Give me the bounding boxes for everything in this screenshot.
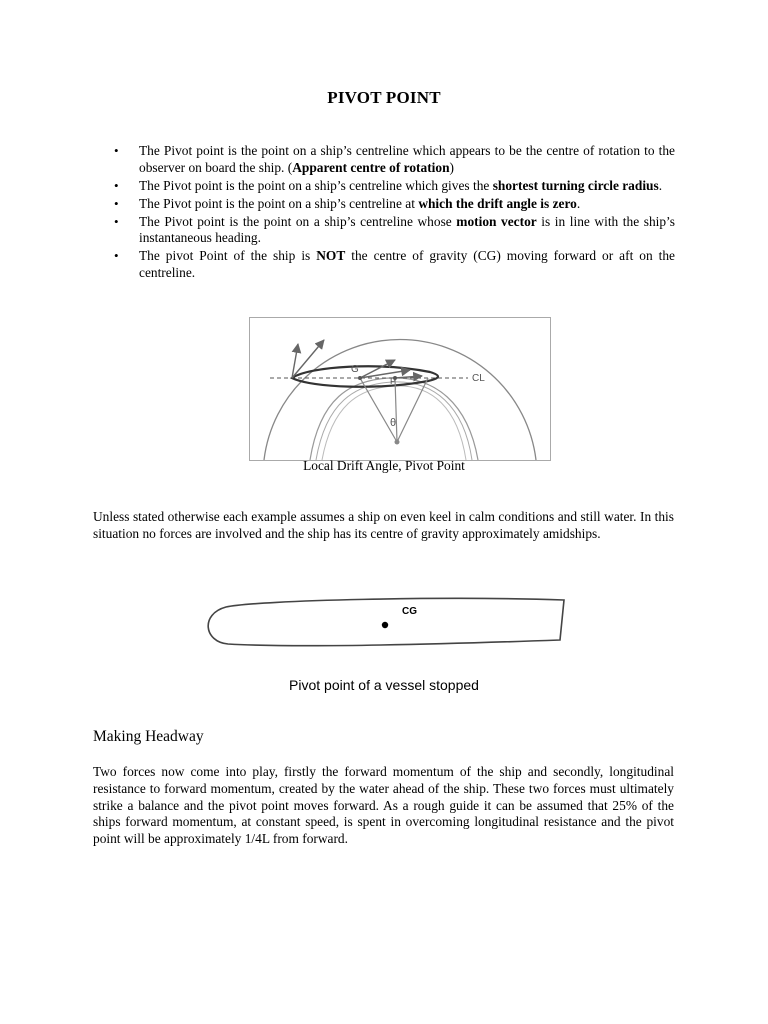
bullet-emphasis: Apparent centre of rotation bbox=[292, 159, 450, 175]
bullet-item bbox=[112, 196, 675, 213]
bullet-item bbox=[112, 248, 675, 281]
label-cl: CL bbox=[472, 373, 485, 384]
bullet-text: The Pivot point is the point on a ship’s centreline at bbox=[139, 195, 419, 211]
bullet-text: The Pivot point is the point on a ship’s centreline which gives the bbox=[139, 177, 493, 193]
bullet-text: . bbox=[658, 177, 663, 193]
bullet-text: is in line with the ship’s instantaneous heading. bbox=[139, 213, 675, 245]
bullet-item bbox=[112, 214, 675, 247]
figure2-caption: Pivot point of a vessel stopped bbox=[289, 677, 479, 693]
page-title: PIVOT POINT bbox=[327, 88, 441, 107]
drift-angle-diagram bbox=[250, 318, 550, 460]
turning-circle-outer bbox=[264, 340, 536, 460]
turning-centre bbox=[395, 440, 400, 445]
bullet-emphasis: NOT bbox=[316, 248, 346, 263]
bullet-text: The Pivot point is the point on a ship’s centreline whose bbox=[139, 213, 457, 229]
bullet-text: ) bbox=[449, 159, 455, 175]
intro-paragraph: Unless stated otherwise each example assumes a ship on even keel in calm conditions and still water. In this situation no forces are involved and the ship has its centre of gravity approximately amidships. bbox=[93, 509, 674, 541]
bullet-item bbox=[112, 143, 675, 176]
drift-angle-figure bbox=[249, 317, 551, 461]
label-theta: θ bbox=[390, 417, 397, 429]
headway-paragraph: Two forces now come into play, firstly the forward momentum of the ship and secondly, longitudinal resistance to forward momentum, created by the water ahead of the ship. These two forces must ultimately strike a balance and the pivot point moves forward. As a rough guide it can be assumed that 25% of the ships forward momentum, at constant speed, is spent in overcoming longitudinal resistance and the pivot point will be approximately 1/4L from forward. bbox=[93, 764, 674, 847]
bullet-text: The pivot Point of the ship is bbox=[139, 248, 317, 263]
vessel-outline-diagram bbox=[198, 592, 572, 652]
bullet-text: The Pivot point is the point on a ship’s centreline which appears to be the centre of rotation to the observer on board the ship. ( bbox=[139, 143, 675, 175]
bullet-text: the centre of gravity (CG) moving forward or aft on the centreline. bbox=[139, 248, 675, 280]
bullet-item bbox=[112, 178, 675, 195]
label-p: P bbox=[390, 376, 397, 386]
bullet-emphasis: shortest turning circle radius bbox=[492, 177, 659, 193]
label-g: G bbox=[351, 364, 359, 375]
bullet-emphasis: motion vector bbox=[456, 213, 537, 229]
g-point bbox=[358, 376, 362, 380]
radius-line-p bbox=[395, 378, 397, 442]
bullet-emphasis: which the drift angle is zero bbox=[418, 195, 577, 211]
figure1-caption: Local Drift Angle, Pivot Point bbox=[303, 458, 465, 473]
vessel-stopped-figure bbox=[198, 592, 572, 652]
section-heading: Making Headway bbox=[93, 728, 204, 745]
definition-list bbox=[112, 143, 675, 283]
bullet-text: . bbox=[576, 195, 581, 211]
cg-dot bbox=[382, 622, 388, 628]
label-cg: CG bbox=[402, 606, 417, 617]
